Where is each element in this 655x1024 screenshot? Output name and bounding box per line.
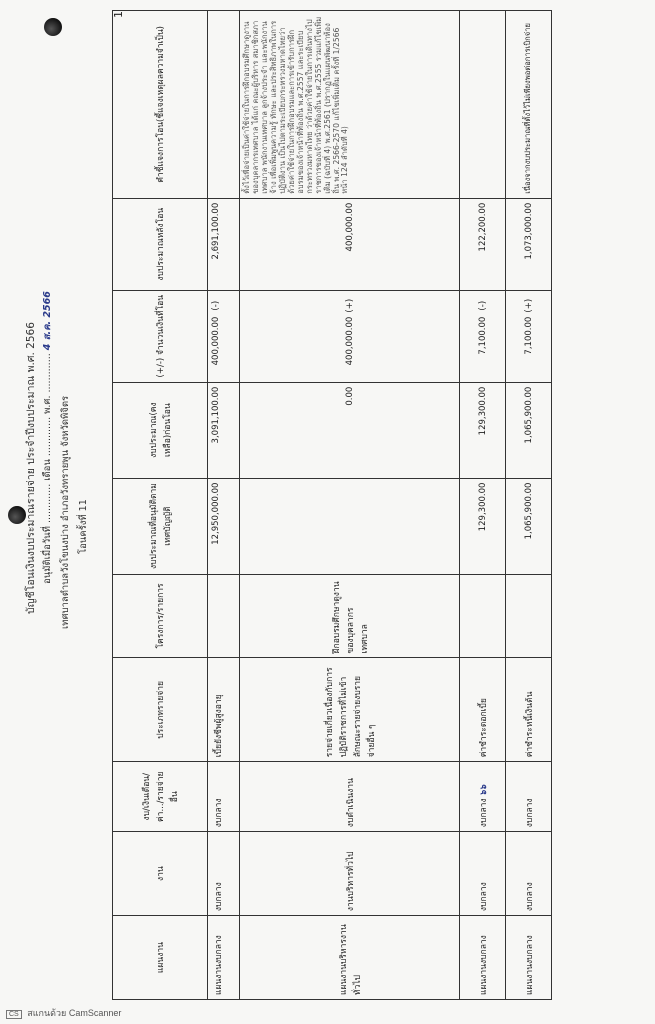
table-header-row bbox=[113, 11, 208, 1000]
table-row bbox=[208, 11, 240, 1000]
cell-approved: 129,300.00 bbox=[460, 478, 506, 574]
amount-value: 7,100.00 bbox=[523, 316, 534, 355]
table-row bbox=[460, 11, 506, 1000]
cell-budget-type: งบดำเนินงาน bbox=[240, 762, 460, 832]
cell-after: 400,000.00 bbox=[240, 198, 460, 290]
cell-work: งบกลาง bbox=[506, 832, 552, 916]
cell-before: 129,300.00 bbox=[460, 382, 506, 478]
cell-plan: แผนงานงบกลาง bbox=[460, 916, 506, 1000]
cell-after: 1,073,000.00 bbox=[506, 198, 552, 290]
cell-approved bbox=[240, 478, 460, 574]
col-header-plan: แผนงาน bbox=[113, 916, 208, 1000]
amount-value: 400,000.00 bbox=[211, 316, 221, 366]
cell-before: 0.00 bbox=[240, 382, 460, 478]
cell-expense-type: รายจ่ายเกี่ยวเนื่องกับการปฏิบัติราชการที่ไม่เข้าลักษณะรายจ่ายงบรายจ่ายอื่น ๆ bbox=[240, 658, 460, 762]
cell-work: งานบริหารทั่วไป bbox=[240, 832, 460, 916]
cell-plan: แผนงานบริหารงานทั่วไป bbox=[240, 916, 460, 1000]
cell-project bbox=[506, 574, 552, 658]
cell-reason bbox=[460, 11, 506, 199]
cell-before: 3,091,100.00 bbox=[208, 382, 240, 478]
col-header-reason: คำชี้แจงการโอน(ชี้แจงเหตุผลความจำเป็น) bbox=[113, 11, 208, 199]
col-header-work: งาน bbox=[113, 832, 208, 916]
budget-type-label: งบกลาง bbox=[478, 798, 489, 828]
cell-amount bbox=[506, 290, 552, 382]
cell-budget-type bbox=[460, 762, 506, 832]
col-header-expense-type: ประเภทรายจ่าย bbox=[113, 658, 208, 762]
table-row bbox=[506, 11, 552, 1000]
handwritten-note: ๖๖ bbox=[478, 784, 489, 796]
amount-sign: (-) bbox=[477, 300, 488, 311]
col-header-after: งบประมาณหลังโอน bbox=[113, 198, 208, 290]
document-title: บัญชีโอนเงินงบประมาณรายจ่าย ประจำปีงบประมาณ พ.ศ. 2566 bbox=[25, 322, 37, 614]
cell-expense-type: เบี้ยยังชีพผู้สูงอายุ bbox=[208, 658, 240, 762]
amount-sign: (+) bbox=[344, 298, 355, 313]
cell-after: 2,691,100.00 bbox=[208, 198, 240, 290]
camscanner-text: สแกนด้วย CamScanner bbox=[27, 1008, 122, 1018]
page-number: 1 bbox=[112, 11, 125, 18]
cell-plan: แผนงานงบกลาง bbox=[208, 916, 240, 1000]
cell-reason bbox=[208, 11, 240, 199]
col-header-amount: (+/-) จำนวนเงินที่โอน bbox=[113, 290, 208, 382]
col-header-approved: งบประมาณที่อนุมัติตามเทศบัญญัติ bbox=[113, 478, 208, 574]
approval-label: อนุมัติเมื่อวันที่ ............. เดือน ............. พ.ศ. ............. bbox=[42, 353, 53, 584]
cell-reason: เนื่องจากงบประมาณที่ตั้งไว้ไม่เพียงพอต่อการเบิกจ่าย bbox=[506, 11, 552, 199]
cell-expense-type: ค่าชำระดอกเบี้ย bbox=[460, 658, 506, 762]
cell-expense-type: ค่าชำระหนี้เงินต้น bbox=[506, 658, 552, 762]
amount-value: 400,000.00 bbox=[344, 316, 355, 366]
amount-sign: (-) bbox=[211, 300, 221, 311]
amount-sign: (+) bbox=[523, 298, 534, 313]
punch-hole-icon bbox=[44, 18, 62, 36]
cell-budget-type: งบกลาง bbox=[208, 762, 240, 832]
cell-project bbox=[208, 574, 240, 658]
cell-amount bbox=[208, 290, 240, 382]
cell-work: งบกลาง bbox=[208, 832, 240, 916]
table-row bbox=[240, 11, 460, 1000]
organization-line: เทศบาลตำบลวังโขนงบ่าง อำเภอวังทรายพูน จังหวัดพิจิตร bbox=[60, 395, 71, 629]
cell-amount bbox=[240, 290, 460, 382]
cell-plan: แผนงานงบกลาง bbox=[506, 916, 552, 1000]
cell-project bbox=[460, 574, 506, 658]
budget-transfer-table bbox=[112, 10, 552, 1000]
cell-work: งบกลาง bbox=[460, 832, 506, 916]
cell-approved: 12,950,000.00 bbox=[208, 478, 240, 574]
cell-reason: ตั้งไว้เพื่อจ่ายเป็นค่าใช้จ่ายในการฝึกอบรมศึกษาดูงานของบุคลากรเทศบาล ได้แก่ คณะผู้บริหาร สมาชิกสภาเทศบาล พนักงานเทศบาล ลูกจ้างประจำ และพนักงานจ้าง เพื่อเพิ่มพูนความรู้ ทักษะ และประสิทธิภาพในการปฏิบัติงาน เป็นไปตามระเบียบกระทรวงมหาดไทยว่าด้วยค่าใช้จ่ายในการฝึกอบรมและการเข้ารับการฝึกอบรมของเจ้าหน้าที่ท้องถิ่น พ.ศ.2557 และระเบียบกระทรวงมหาดไทย ว่าด้วยค่าใช้จ่ายในการเดินทางไปราชการของเจ้าหน้าที่ท้องถิ่น พ.ศ.2555 รวมแก้ไขเพิ่มเติม (ฉบับที่ 4) พ.ศ.2561 (ปรากฏในแผนพัฒนาท้องถิ่น พ.ศ. 2566-2570 แก้ไขเพิ่มเติม ครั้งที่ 1/2566 หน้า 124 ลำดับที่ 4) bbox=[240, 11, 460, 199]
approval-date-handwritten: 4 ส.ค. 2566 bbox=[42, 291, 53, 351]
camscanner-footer bbox=[6, 1006, 121, 1020]
col-header-before: งบประมาณ(คงเหลือ)ก่อนโอน bbox=[113, 382, 208, 478]
camscanner-logo-icon: CS bbox=[6, 1010, 22, 1019]
cell-budget-type: งบกลาง bbox=[506, 762, 552, 832]
amount-value: 7,100.00 bbox=[477, 316, 488, 355]
cell-approved: 1,065,900.00 bbox=[506, 478, 552, 574]
col-header-budget-type: งบ/เงินเดือน/ค่า.../รายจ่ายอื่น bbox=[113, 762, 208, 832]
cell-amount bbox=[460, 290, 506, 382]
cell-project: ฝึกอบรมศึกษาดูงานของบุคลากรเทศบาล bbox=[240, 574, 460, 658]
transfer-order: โอนครั้งที่ 11 bbox=[78, 499, 89, 554]
approval-line bbox=[40, 291, 55, 584]
cell-before: 1,065,900.00 bbox=[506, 382, 552, 478]
col-header-project: โครงการ/รายการ bbox=[113, 574, 208, 658]
cell-after: 122,200.00 bbox=[460, 198, 506, 290]
